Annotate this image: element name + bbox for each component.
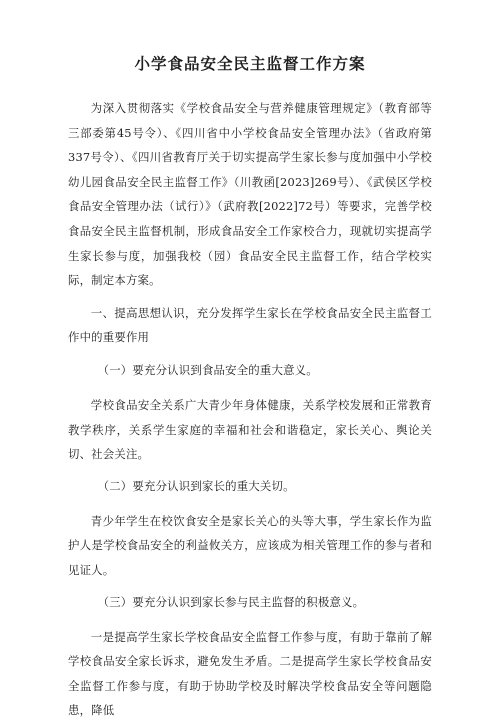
subsection-1-heading: （一）要充分认识到食品安全的重大意义。: [97, 362, 318, 377]
subsection-3-body: 一是提高学生家长学校食品安全监督工作参与度，有助于靠前了解学校食品安全家长诉求，避免发生矛盾。二是提高学生家长学校食品安全监督工作参与度，有助于协助学校及时解决学校食品安全等问题隐患，降低: [68, 629, 432, 718]
section-1-heading: 一、提高思想认识，充分发挥学生家长在学校食品安全民主监督工作中的重要作用: [68, 305, 432, 345]
subsection-3-heading: （三）要充分认识到家长参与民主监督的积极意义。: [97, 594, 365, 609]
subsection-2-body: 青少年学生在校饮食安全是家长关心的头等大事，学生家长作为监护人是学校食品安全的利益攸关方，应该成为相关管理工作的参与者和见证人。: [68, 513, 432, 577]
intro-paragraph: 为深入贯彻落实《学校食品安全与营养健康管理规定》（教育部等三部委第45号令）、《四川省中小学校食品安全管理办法》（省政府第337号令）、《四川省教育厅关于切实提高学生家长参与度加强中小学校幼儿园食品安全民主监督工作》（川教函[2023]269号）、《武侯区学校食品安全管理办法（试行）》（武府教[2022]72号）等要求，完善学校食品安全民主监督机制，形成食品安全工作家校合力，现就切实提高学生家长参与度，加强我校（园）食品安全民主监督工作，结合学校实际，制定本方案。: [68, 101, 432, 288]
subsection-2-heading: （二）要充分认识到家长的重大关切。: [97, 478, 295, 493]
document-title: 小学食品安全民主监督工作方案: [134, 54, 366, 73]
subsection-1-body: 学校食品安全关系广大青少年身体健康，关系学校发展和正常教育教学秩序，关系学生家庭的幸福和社会和谐稳定，家长关心、舆论关切、社会关注。: [68, 397, 432, 462]
